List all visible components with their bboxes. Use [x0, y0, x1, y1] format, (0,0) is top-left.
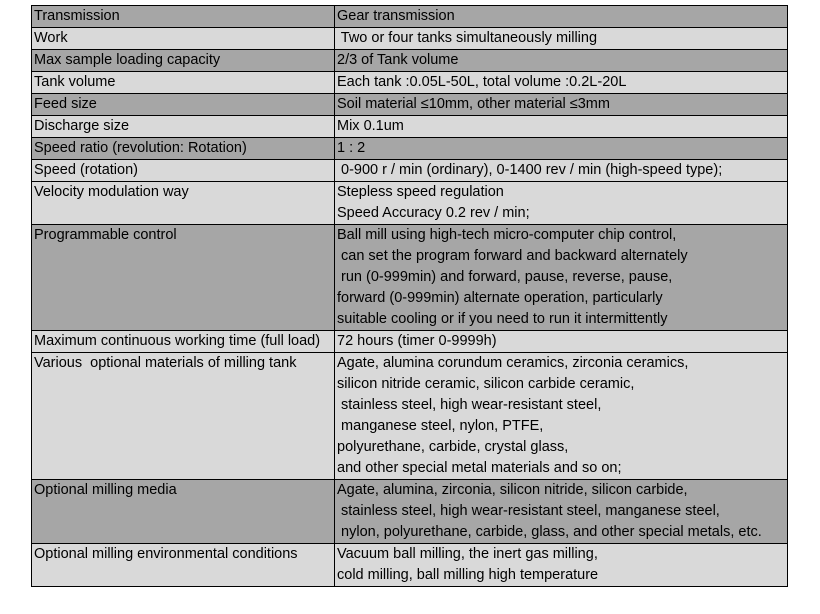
row-label: Tank volume: [32, 72, 335, 94]
table-row: [32, 160, 788, 182]
row-label: Optional milling media: [32, 480, 335, 544]
row-value: Two or four tanks simultaneously milling: [335, 28, 788, 50]
row-value: 0-900 r / min (ordinary), 0-1400 rev / min (high-speed type);: [335, 160, 788, 182]
row-label: Various optional materials of milling tank: [32, 353, 335, 480]
row-label: Optional milling environmental conditions: [32, 544, 335, 587]
row-value: 72 hours (timer 0-9999h): [335, 331, 788, 353]
table-row: [32, 182, 788, 225]
row-label: Transmission: [32, 6, 335, 28]
table-row: [32, 480, 788, 544]
row-value: 2/3 of Tank volume: [335, 50, 788, 72]
row-label: Speed ratio (revolution: Rotation): [32, 138, 335, 160]
row-value: Agate, alumina corundum ceramics, zirconia ceramics, silicon nitride ceramic, silicon carbide ceramic, stainless steel, high wear-resistant steel, manganese steel, nylon, PTFE, polyurethane, carbide, crystal glass, and other special metal materials and so on;: [335, 353, 788, 480]
row-label: Velocity modulation way: [32, 182, 335, 225]
row-value: Vacuum ball milling, the inert gas milling, cold milling, ball milling high temperature: [335, 544, 788, 587]
row-label: Maximum continuous working time (full load): [32, 331, 335, 353]
spec-table: [31, 5, 788, 587]
row-value: Gear transmission: [335, 6, 788, 28]
row-value: 1 : 2: [335, 138, 788, 160]
row-value: Soil material ≤10mm, other material ≤3mm: [335, 94, 788, 116]
row-value: Stepless speed regulation Speed Accuracy 0.2 rev / min;: [335, 182, 788, 225]
table-row: [32, 544, 788, 587]
table-row: [32, 331, 788, 353]
table-row: [32, 28, 788, 50]
table-row: [32, 94, 788, 116]
table-row: [32, 50, 788, 72]
table-row: [32, 116, 788, 138]
row-label: Feed size: [32, 94, 335, 116]
table-row: [32, 138, 788, 160]
row-value: Each tank :0.05L-50L, total volume :0.2L-20L: [335, 72, 788, 94]
row-label: Discharge size: [32, 116, 335, 138]
row-value: Mix 0.1um: [335, 116, 788, 138]
table-row: [32, 225, 788, 331]
table-row: [32, 6, 788, 28]
row-label: Work: [32, 28, 335, 50]
row-label: Speed (rotation): [32, 160, 335, 182]
row-label: Programmable control: [32, 225, 335, 331]
row-value: Ball mill using high-tech micro-computer chip control, can set the program forward and backward alternately run (0-999min) and forward, pause, reverse, pause, forward (0-999min) alternate operation, particularly suitable cooling or if you need to run it intermittently: [335, 225, 788, 331]
table-row: [32, 72, 788, 94]
row-value: Agate, alumina, zirconia, silicon nitride, silicon carbide, stainless steel, high wear-resistant steel, manganese steel, nylon, polyurethane, carbide, glass, and other special metals, etc.: [335, 480, 788, 544]
table-row: [32, 353, 788, 480]
row-label: Max sample loading capacity: [32, 50, 335, 72]
